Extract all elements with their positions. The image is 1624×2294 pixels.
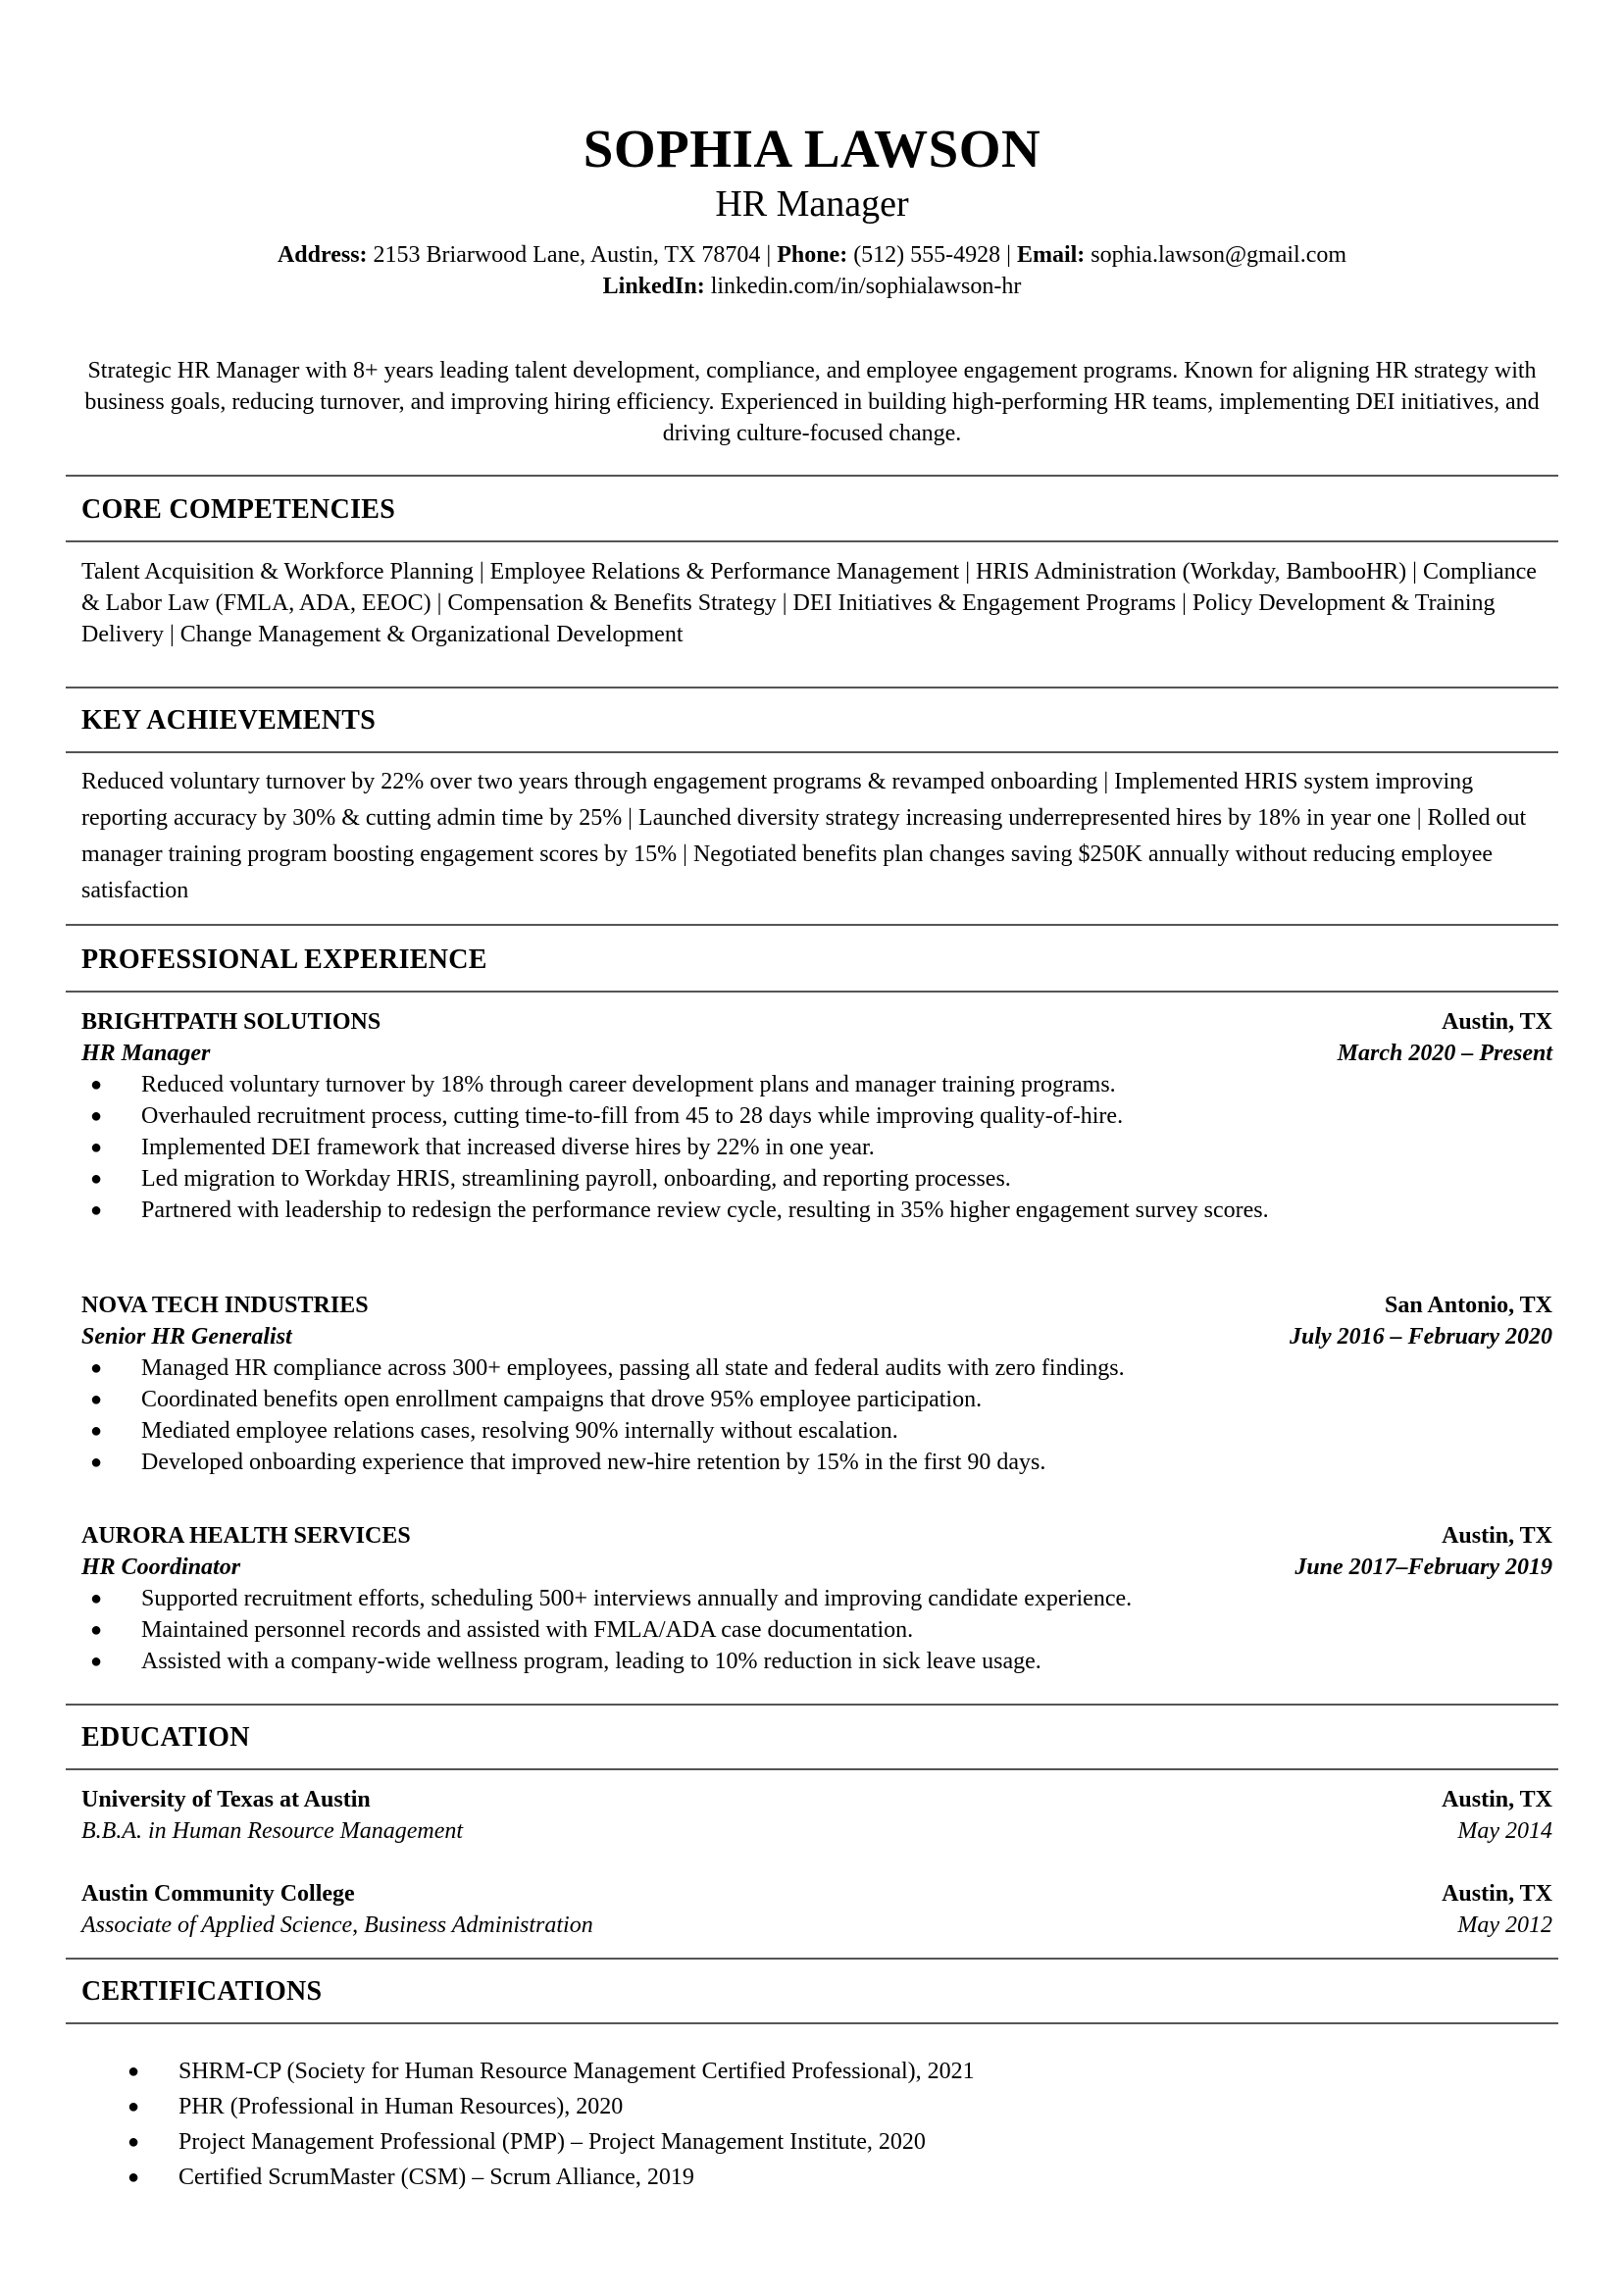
contact-line-1: [0, 239, 1624, 271]
certification-item: [120, 2054, 1473, 2089]
linkedin-value[interactable]: linkedin.com/in/sophialawson-hr: [704, 274, 1022, 299]
bullet-text: Overhauled recruitment process, cutting time-to-fill from 45 to 28 days while improving quality-of-hire.: [141, 1103, 1124, 1129]
job-location: San Antonio, TX: [1385, 1293, 1552, 1318]
school-date: May 2012: [1457, 1912, 1552, 1938]
certification-item: [120, 2089, 1473, 2124]
job-header: [81, 1520, 1552, 1552]
job-entry: [81, 1006, 1552, 1226]
bullet-icon: ●: [90, 1074, 103, 1096]
email-value[interactable]: sophia.lawson@gmail.com: [1085, 242, 1347, 268]
job-role: HR Coordinator: [81, 1555, 241, 1580]
school-degree: Associate of Applied Science, Business Administration: [81, 1912, 593, 1938]
linkedin-label: LinkedIn:: [602, 274, 705, 299]
certification-item: [120, 2124, 1473, 2160]
bullet-icon: ●: [90, 1199, 103, 1221]
bullet-icon: ●: [90, 1619, 103, 1641]
job-bullet: [81, 1415, 1436, 1447]
address-label: Address:: [277, 242, 368, 268]
job-bullet: [81, 1447, 1436, 1478]
bullet-text: Implemented DEI framework that increased diverse hires by 22% in one year.: [141, 1135, 875, 1160]
section-title-education: EDUCATION: [81, 1722, 250, 1753]
school-degree: B.B.A. in Human Resource Management: [81, 1818, 464, 1844]
job-role: HR Manager: [81, 1041, 211, 1066]
school-name: Austin Community College: [81, 1881, 355, 1907]
job-bullet: [81, 1646, 1436, 1677]
job-bullet: [81, 1614, 1436, 1646]
email-label: Email:: [1016, 242, 1086, 268]
job-bullets: [81, 1069, 1552, 1226]
job-dates: March 2020 – Present: [1337, 1041, 1552, 1066]
job-company: NOVA TECH INDUSTRIES: [81, 1293, 369, 1318]
certifications-list: [120, 2054, 1473, 2195]
job-header: [81, 1006, 1552, 1038]
job-company: BRIGHTPATH SOLUTIONS: [81, 1009, 381, 1035]
job-entry: [81, 1520, 1552, 1677]
bullet-text: Partnered with leadership to redesign the performance review cycle, resulting in 35% higher engagement survey scores.: [141, 1198, 1269, 1223]
school-header: [81, 1784, 1552, 1815]
job-bullet: [81, 1352, 1436, 1384]
phone-label: Phone:: [777, 242, 848, 268]
school-header: [81, 1878, 1552, 1910]
section-divider: [66, 2022, 1558, 2024]
achievements-text: Reduced voluntary turnover by 22% over two years through engagement programs & revamped onboarding | Implemented HRIS system improving reporting accuracy by 30% & cutting admin time by 25% | Launched diversity strategy increasing underrepresented hires by 18% in year one | Rolled out manager training program boosting engagement scores by 15% | Negotiated benefits plan changes saving $250K annually without reducing employee satisfaction: [81, 769, 1527, 903]
candidate-name: SOPHIA LAWSON: [583, 119, 1041, 178]
section-title-experience: PROFESSIONAL EXPERIENCE: [81, 944, 487, 975]
contact-line-2: [0, 271, 1624, 302]
job-bullets: [81, 1352, 1552, 1478]
job-role: Senior HR Generalist: [81, 1324, 292, 1350]
job-location: Austin, TX: [1442, 1523, 1552, 1549]
education-entry: [81, 1784, 1552, 1847]
bullet-text: Assisted with a company-wide wellness program, leading to 10% reduction in sick leave usage.: [141, 1649, 1041, 1674]
job-bullet: [81, 1069, 1436, 1100]
certification-item: [120, 2160, 1473, 2195]
job-header: [81, 1290, 1552, 1321]
section-divider: [66, 1958, 1558, 1960]
bullet-icon: ●: [90, 1420, 103, 1442]
job-bullet: [81, 1100, 1436, 1132]
bullet-text: Maintained personnel records and assisted with FMLA/ADA case documentation.: [141, 1617, 914, 1643]
job-bullets: [81, 1583, 1552, 1677]
bullet-icon: ●: [90, 1389, 103, 1410]
section-title-competencies: CORE COMPETENCIES: [81, 494, 396, 525]
competencies-text: Talent Acquisition & Workforce Planning | Employee Relations & Performance Management | HRIS Administration (Workday, BambooHR) | Compliance & Labor Law (FMLA, ADA, EEOC) | Compensation & Benefits Strategy | DEI Initiatives & Engagement Programs | Policy Development & Training Delivery | Change Management & Organizational Development: [81, 559, 1537, 647]
bullet-text: Coordinated benefits open enrollment campaigns that drove 95% employee participation.: [141, 1387, 983, 1412]
job-subheader: [81, 1038, 1552, 1069]
bullet-icon: ●: [90, 1137, 103, 1158]
section-title-achievements: KEY ACHIEVEMENTS: [81, 705, 377, 736]
bullet-text: Led migration to Workday HRIS, streamlining payroll, onboarding, and reporting processes.: [141, 1166, 1011, 1192]
certification-text: Certified ScrumMaster (CSM) – Scrum Alliance, 2019: [178, 2165, 694, 2190]
school-location: Austin, TX: [1442, 1787, 1552, 1812]
school-subheader: [81, 1910, 1552, 1941]
bullet-icon: ●: [90, 1651, 103, 1672]
job-location: Austin, TX: [1442, 1009, 1552, 1035]
certification-text: Project Management Professional (PMP) – Project Management Institute, 2020: [178, 2129, 926, 2155]
bullet-text: Supported recruitment efforts, scheduling 500+ interviews annually and improving candidate experience.: [141, 1586, 1133, 1611]
job-dates: June 2017–February 2019: [1294, 1555, 1552, 1580]
school-name: University of Texas at Austin: [81, 1787, 371, 1812]
education-entry: [81, 1878, 1552, 1941]
bullet-icon: ●: [127, 2096, 140, 2117]
bullet-icon: ●: [90, 1357, 103, 1379]
section-divider: [66, 1704, 1558, 1706]
section-divider: [66, 751, 1558, 753]
school-date: May 2014: [1457, 1818, 1552, 1844]
job-bullet: [81, 1384, 1436, 1415]
certification-text: PHR (Professional in Human Resources), 2020: [178, 2094, 624, 2119]
job-bullet: [81, 1132, 1436, 1163]
section-divider: [66, 924, 1558, 926]
job-bullet: [81, 1163, 1436, 1195]
job-dates: July 2016 – February 2020: [1289, 1324, 1552, 1350]
section-divider: [66, 1768, 1558, 1770]
bullet-text: Managed HR compliance across 300+ employees, passing all state and federal audits with zero findings.: [141, 1355, 1125, 1381]
job-subheader: [81, 1552, 1552, 1583]
section-title-certifications: CERTIFICATIONS: [81, 1976, 323, 2007]
contact-info: [0, 239, 1624, 302]
bullet-icon: ●: [90, 1168, 103, 1190]
bullet-text: Reduced voluntary turnover by 18% through career development plans and manager training programs.: [141, 1072, 1116, 1097]
phone-value: (512) 555-4928 |: [847, 242, 1017, 268]
section-divider: [66, 991, 1558, 993]
job-subheader: [81, 1321, 1552, 1352]
job-bullet: [81, 1583, 1436, 1614]
job-bullet: [81, 1195, 1436, 1226]
certification-text: SHRM-CP (Society for Human Resource Management Certified Professional), 2021: [178, 2059, 975, 2084]
bullet-icon: ●: [90, 1588, 103, 1609]
bullet-icon: ●: [90, 1105, 103, 1127]
bullet-text: Mediated employee relations cases, resolving 90% internally without escalation.: [141, 1418, 898, 1444]
section-divider: [66, 475, 1558, 477]
bullet-icon: ●: [127, 2167, 140, 2188]
candidate-title: HR Manager: [715, 183, 909, 225]
bullet-icon: ●: [127, 2131, 140, 2153]
school-subheader: [81, 1815, 1552, 1847]
section-divider: [66, 687, 1558, 688]
bullet-icon: ●: [90, 1452, 103, 1473]
resume-header: [0, 118, 1624, 302]
professional-summary: Strategic HR Manager with 8+ years leading talent development, compliance, and employee engagement programs. Known for aligning HR strategy with business goals, reducing turnover, and improving hiring efficiency. Experienced in building high-performing HR teams, implementing DEI initiatives, and driving culture-focused change.: [84, 358, 1540, 446]
section-divider: [66, 540, 1558, 542]
job-entry: [81, 1290, 1552, 1478]
address-value: 2153 Briarwood Lane, Austin, TX 78704 |: [367, 242, 778, 268]
bullet-icon: ●: [127, 2061, 140, 2082]
school-location: Austin, TX: [1442, 1881, 1552, 1907]
bullet-text: Developed onboarding experience that improved new-hire retention by 15% in the first 90 days.: [141, 1450, 1046, 1475]
job-company: AURORA HEALTH SERVICES: [81, 1523, 411, 1549]
